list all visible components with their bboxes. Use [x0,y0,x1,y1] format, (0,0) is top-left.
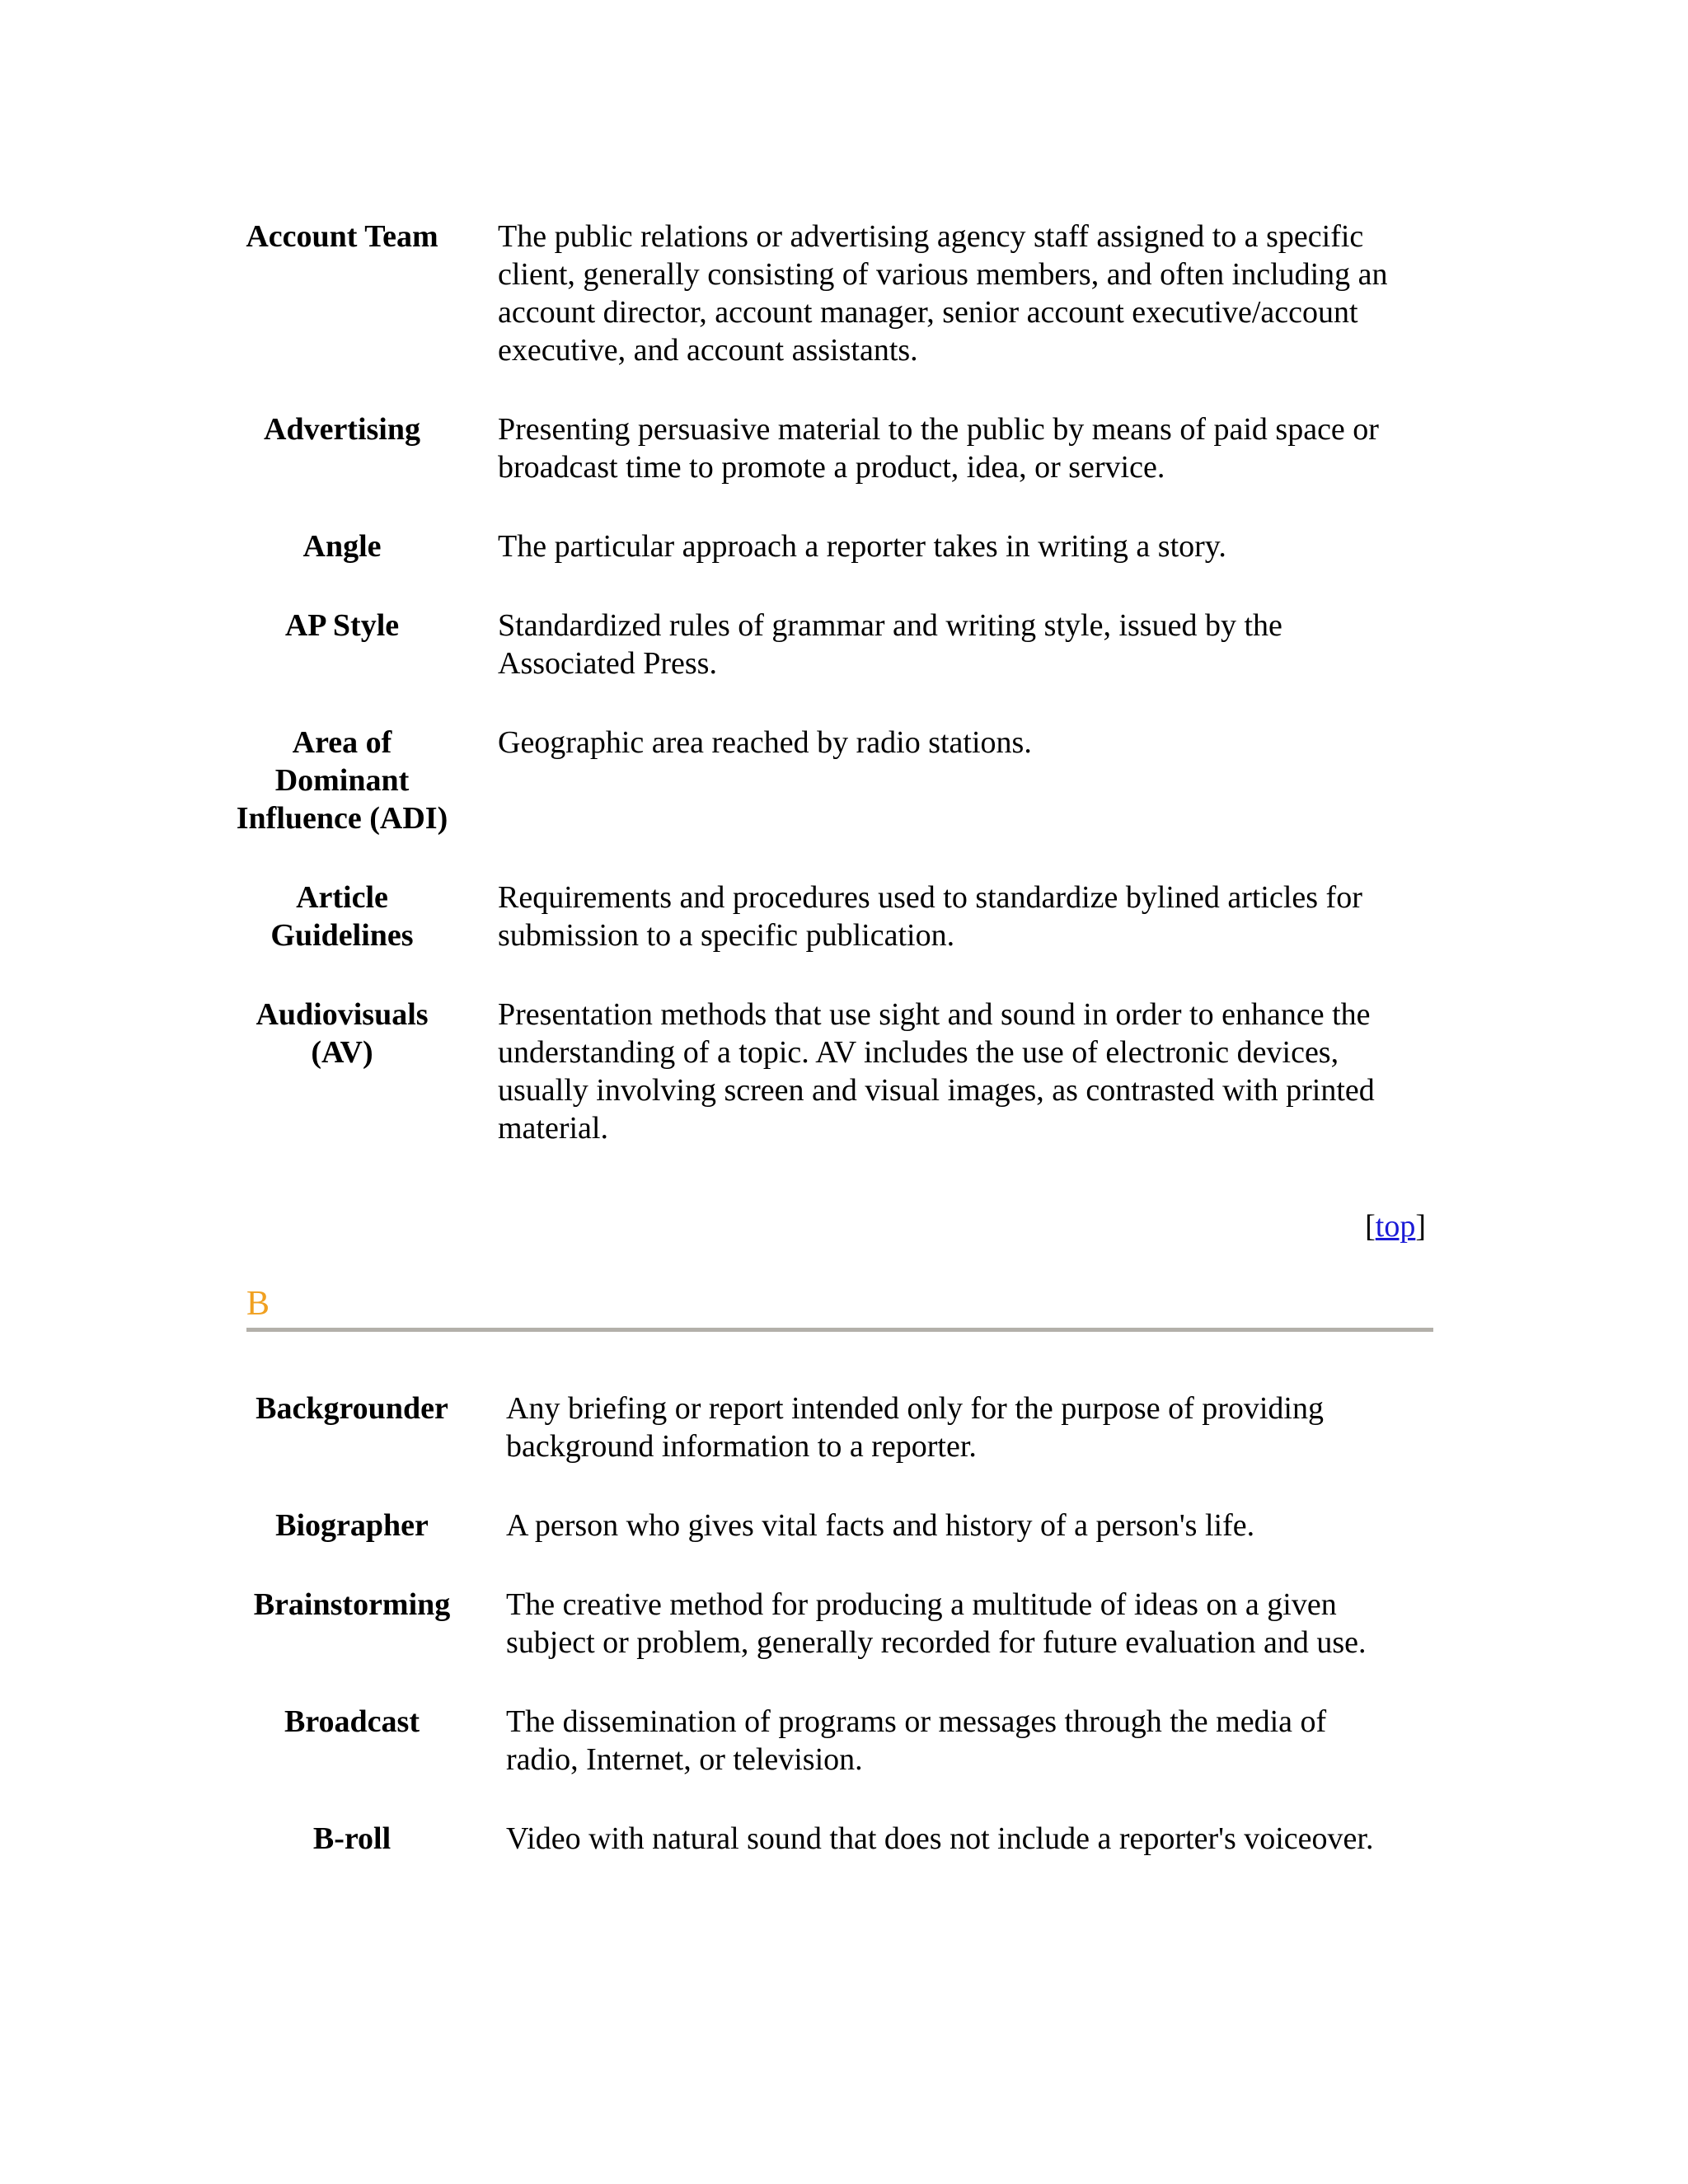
bracket-open: [ [1365,1209,1376,1244]
glossary-term: AP Style [284,608,400,643]
glossary-term: Biographer [275,1508,429,1543]
glossary-term: Brainstorming [253,1587,451,1622]
glossary-definition: Requirements and procedures used to standardize bylined articles for submission to a specific publication. [498,880,1362,953]
glossary-entry [241,1390,1404,1465]
glossary-entry [226,527,1396,565]
glossary-entry [241,1703,1404,1779]
glossary-entry [226,410,1396,486]
glossary-entry [241,1507,1404,1544]
glossary-term: B-roll [312,1821,392,1856]
glossary-entry [241,1586,1404,1661]
glossary-definition: Any briefing or report intended only for the purpose of providing background information to a reporter. [506,1391,1324,1464]
glossary-definition: The creative method for producing a multitude of ideas on a given subject or problem, generally recorded for future evaluation and use. [506,1587,1367,1660]
glossary-entry [226,879,1396,954]
glossary-entry [241,1820,1404,1858]
glossary-definition: Standardized rules of grammar and writing style, issued by the Associated Press. [498,608,1282,681]
top-link[interactable]: top [1375,1209,1416,1244]
section-divider [246,1328,1433,1332]
glossary-entry [226,607,1396,682]
glossary-entry [226,996,1396,1147]
glossary-term: Broadcast [284,1704,420,1739]
glossary-definition: Geographic area reached by radio stations. [498,725,1032,760]
glossary-term: Area of Dominant Influence (ADI) [236,725,448,836]
glossary-entry [226,218,1396,369]
glossary-term: Backgrounder [256,1391,448,1426]
glossary-definition: The dissemination of programs or messages through the media of radio, Internet, or television. [506,1704,1327,1777]
glossary-term: Article Guidelines [270,880,414,953]
glossary-definition: Presenting persuasive material to the public by means of paid space or broadcast time to promote a product, idea, or service. [498,412,1379,485]
glossary-term: Account Team [246,219,438,254]
glossary-definition: A person who gives vital facts and history of a person's life. [506,1508,1255,1543]
glossary-definition: Presentation methods that use sight and sound in order to enhance the understanding of a topic. AV includes the use of electronic devices, usually involving screen and visual images, as contrasted with printed material. [498,997,1375,1146]
back-to-top [1365,1207,1426,1245]
glossary-term: Audiovisuals (AV) [256,997,429,1070]
glossary-table-a [226,218,1396,1147]
glossary-term: Angle [302,529,382,564]
glossary-definition: Video with natural sound that does not include a reporter's voiceover. [506,1821,1374,1856]
bracket-close: ] [1415,1209,1426,1244]
glossary-entry [226,724,1396,837]
section-heading-b: B [246,1285,270,1323]
glossary-table-b [241,1390,1404,1858]
glossary-term: Advertising [264,412,420,447]
glossary-definition: The particular approach a reporter takes in writing a story. [498,529,1226,564]
glossary-definition: The public relations or advertising agency staff assigned to a specific client, generally consisting of various members, and often including an account director, account manager, senior account executive/account executive, and account assistants. [498,219,1388,368]
